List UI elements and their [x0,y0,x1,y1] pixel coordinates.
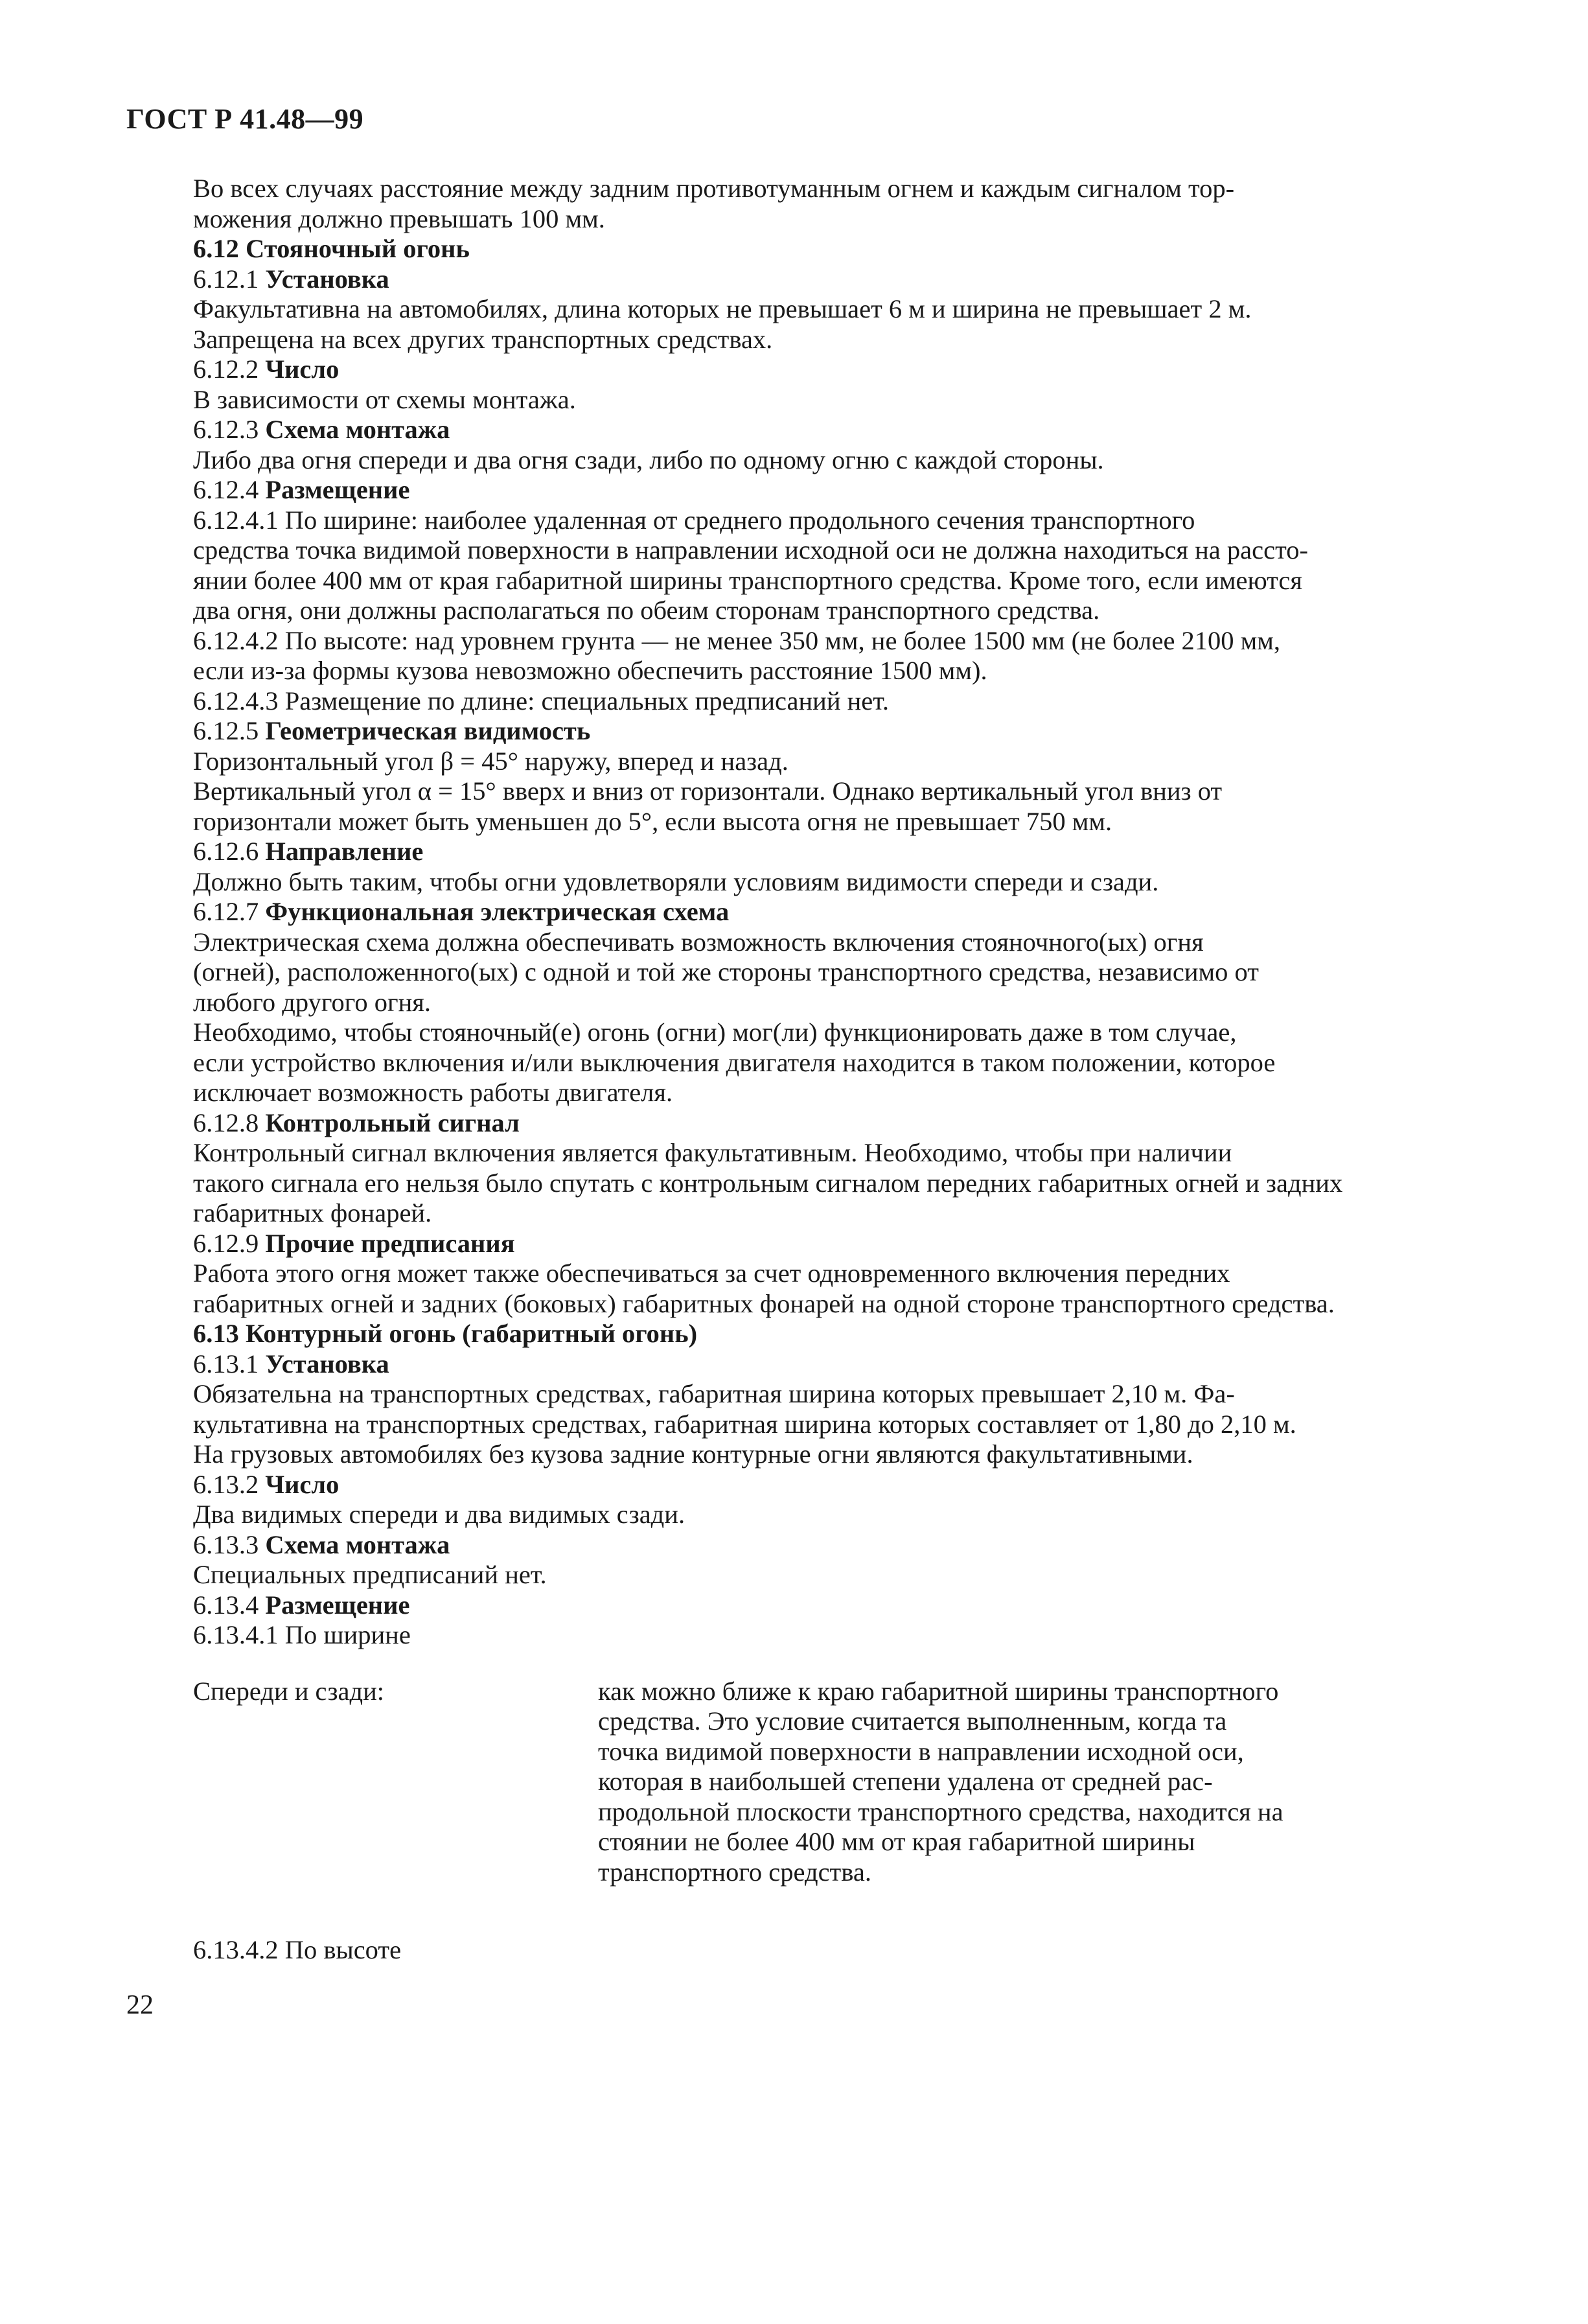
subsection-heading [193,1530,1421,1561]
text-line: Запрещена на всех других транспортных средствах. [193,324,773,354]
text-line [193,204,1421,235]
text-line: Электрическая схема должна обеспечивать возможность включения стояночного(ых) огня [193,927,1204,957]
text-line: габаритных огней и задних (боковых) габаритных фонарей на одной стороне транспортного средства. [193,1288,1335,1318]
subsection-title: Функциональная электрическая схема [265,897,730,926]
subsection-number: 6.13.4 [193,1590,259,1620]
subsection-title: Размещение [265,475,410,504]
subsection-heading [193,1229,1421,1259]
text-line: (огней), расположенного(ых) с одной и той же стороны транспортного средства, независимо от [193,957,1259,986]
section-heading-6-13 [193,1319,1421,1349]
subsection-number: 6.13.2 [193,1469,259,1499]
text-line: Два видимых спереди и два видимых сзади. [193,1500,685,1529]
subsection-heading [193,897,1421,927]
text-line: 6.12.4.1 По ширине: наиболее удаленная от среднего продольного сечения транспортного [193,505,1195,535]
text-line: На грузовых автомобилях без кузова задние контурные огни являются факультативными. [193,1439,1193,1469]
section-heading-6-12 [193,234,1421,264]
subsection-title: Размещение [265,1590,410,1620]
page-number: 22 [126,1990,154,2020]
text-line: Контрольный сигнал включения является факультативным. Необходимо, чтобы при наличии [193,1138,1232,1167]
subsection-number: 6.12.6 [193,837,259,866]
text-span: Во всех случаях расстояние между задним противотуманным огнем и каждым сигналом тор- [193,174,1235,203]
text-line: исключает возможность работы двигателя. [193,1078,673,1107]
page-content [193,174,1421,1966]
subsection-number: 6.12.8 [193,1108,259,1137]
subsection-title: Число [265,1469,339,1499]
text-line: Горизонтальный угол β = 45° наружу, вперед и назад. [193,746,788,776]
subsection-heading [193,415,1421,445]
subsection-title: Контрольный сигнал [265,1108,520,1137]
subsection-heading [193,475,1421,505]
subsection-title: Направление [265,837,424,866]
front-rear-description [598,1677,1405,1888]
subsection-heading [193,1590,1421,1621]
text-line: Необходимо, чтобы стояночный(е) огонь (огни) мог(ли) функционировать даже в том случае, [193,1017,1237,1047]
subsection-number: 6.12.3 [193,415,259,444]
subsection-title: Прочие предписания [265,1228,515,1258]
text-line: если устройство включения и/или выключения двигателя находится в таком положении, которое [193,1047,1276,1077]
text-line [193,174,1421,204]
section-title: Стояночный огонь [246,234,470,263]
text-line: Факультативна на автомобилях, длина которых не превышает 6 м и ширина не превышает 2 м. [193,294,1252,323]
text-line: если из-за формы кузова невозможно обеспечить расстояние 1500 мм). [193,656,987,685]
subsection-heading [193,354,1421,385]
text-line: Специальных предписаний нет. [193,1560,547,1589]
subsection-number: 6.12.9 [193,1228,259,1258]
section-number: 6.12 [193,234,239,263]
text-line: 6.12.4.2 По высоте: над уровнем грунта — не менее 350 мм, не более 1500 мм (не более 2100 мм, [193,625,1281,655]
subsection-number: 6.13.1 [193,1349,259,1378]
section-title: Контурный огонь (габаритный огонь) [246,1319,698,1348]
text-line: стоянии не более 400 мм от края габаритной ширины [598,1827,1195,1856]
section-number: 6.13 [193,1319,239,1348]
subsection-heading [193,1349,1421,1380]
text-line: которая в наибольшей степени удалена от средней рас- [598,1767,1213,1796]
subsection-heading [193,716,1421,747]
text-line: габаритных фонарей. [193,1198,432,1227]
text-line: Должно быть таким, чтобы огни удовлетворяли условиям видимости спереди и сзади. [193,866,1159,896]
text-line: транспортного средства. [598,1857,871,1887]
text-line: Либо два огня спереди и два огня сзади, либо по одному огню с каждой стороны. [193,445,1104,474]
text-line: 6.13.4.1 По ширине [193,1620,411,1649]
front-rear-label: Спереди и сзади: [193,1676,385,1706]
subsection-number: 6.12.7 [193,897,259,926]
text-line: 6.13.4.2 По высоте [193,1935,402,1964]
text-line: продольной плоскости транспортного средства, находится на [598,1796,1283,1826]
subsection-title: Установка [265,1349,389,1378]
subsection-number: 6.13.3 [193,1529,259,1559]
text-line: средства. Это условие считается выполненным, когда та [598,1706,1227,1736]
text-line: горизонтали может быть уменьшен до 5°, если высота огня не превышает 750 мм. [193,806,1112,836]
subsection-heading [193,837,1421,867]
subsection-heading [193,1470,1421,1500]
subsection-number: 6.12.1 [193,264,259,294]
front-rear-block [193,1677,1421,1888]
text-line: Обязательна на транспортных средствах, габаритная ширина которых превышает 2,10 м. Фа- [193,1379,1235,1408]
subsection-heading [193,264,1421,295]
text-line: точка видимой поверхности в направлении исходной оси, [598,1736,1244,1766]
text-line: средства точка видимой поверхности в направлении исходной оси не должна находиться на рассто- [193,535,1308,564]
text-line: янии более 400 мм от края габаритной ширины транспортного средства. Кроме того, если имеются [193,565,1302,595]
subsection-number: 6.12.5 [193,716,259,745]
subsection-title: Геометрическая видимость [265,716,591,745]
subsection-heading [193,1108,1421,1139]
text-line: 6.12.4.3 Размещение по длине: специальных предписаний нет. [193,686,890,715]
subsection-number: 6.12.4 [193,475,259,504]
subsection-title: Число [265,354,339,384]
text-line: Работа этого огня может также обеспечиваться за счет одновременного включения передних [193,1259,1230,1288]
text-line: такого сигнала его нельзя было спутать с контрольным сигналом передних габаритных огней и задних [193,1168,1343,1198]
text-line: Вертикальный угол α = 15° вверх и вниз от горизонтали. Однако вертикальный угол вниз от [193,776,1223,806]
subsection-title: Схема монтажа [265,415,450,444]
page-header: ГОСТ Р 41.48—99 [126,103,364,135]
text-line: два огня, они должны располагаться по обеим сторонам транспортного средства. [193,596,1100,625]
text-line: любого другого огня. [193,987,431,1017]
text-line: В зависимости от схемы монтажа. [193,384,576,414]
text-span: можения должно превышать 100 мм. [193,203,605,233]
text-line: как можно ближе к краю габаритной ширины транспортного [598,1676,1279,1706]
text-line: культативна на транспортных средствах, габаритная ширина которых составляет от 1,80 до 2,10 м. [193,1409,1296,1439]
subsection-number: 6.12.2 [193,354,259,384]
subsection-title: Схема монтажа [265,1529,450,1559]
subsection-title: Установка [265,264,389,294]
